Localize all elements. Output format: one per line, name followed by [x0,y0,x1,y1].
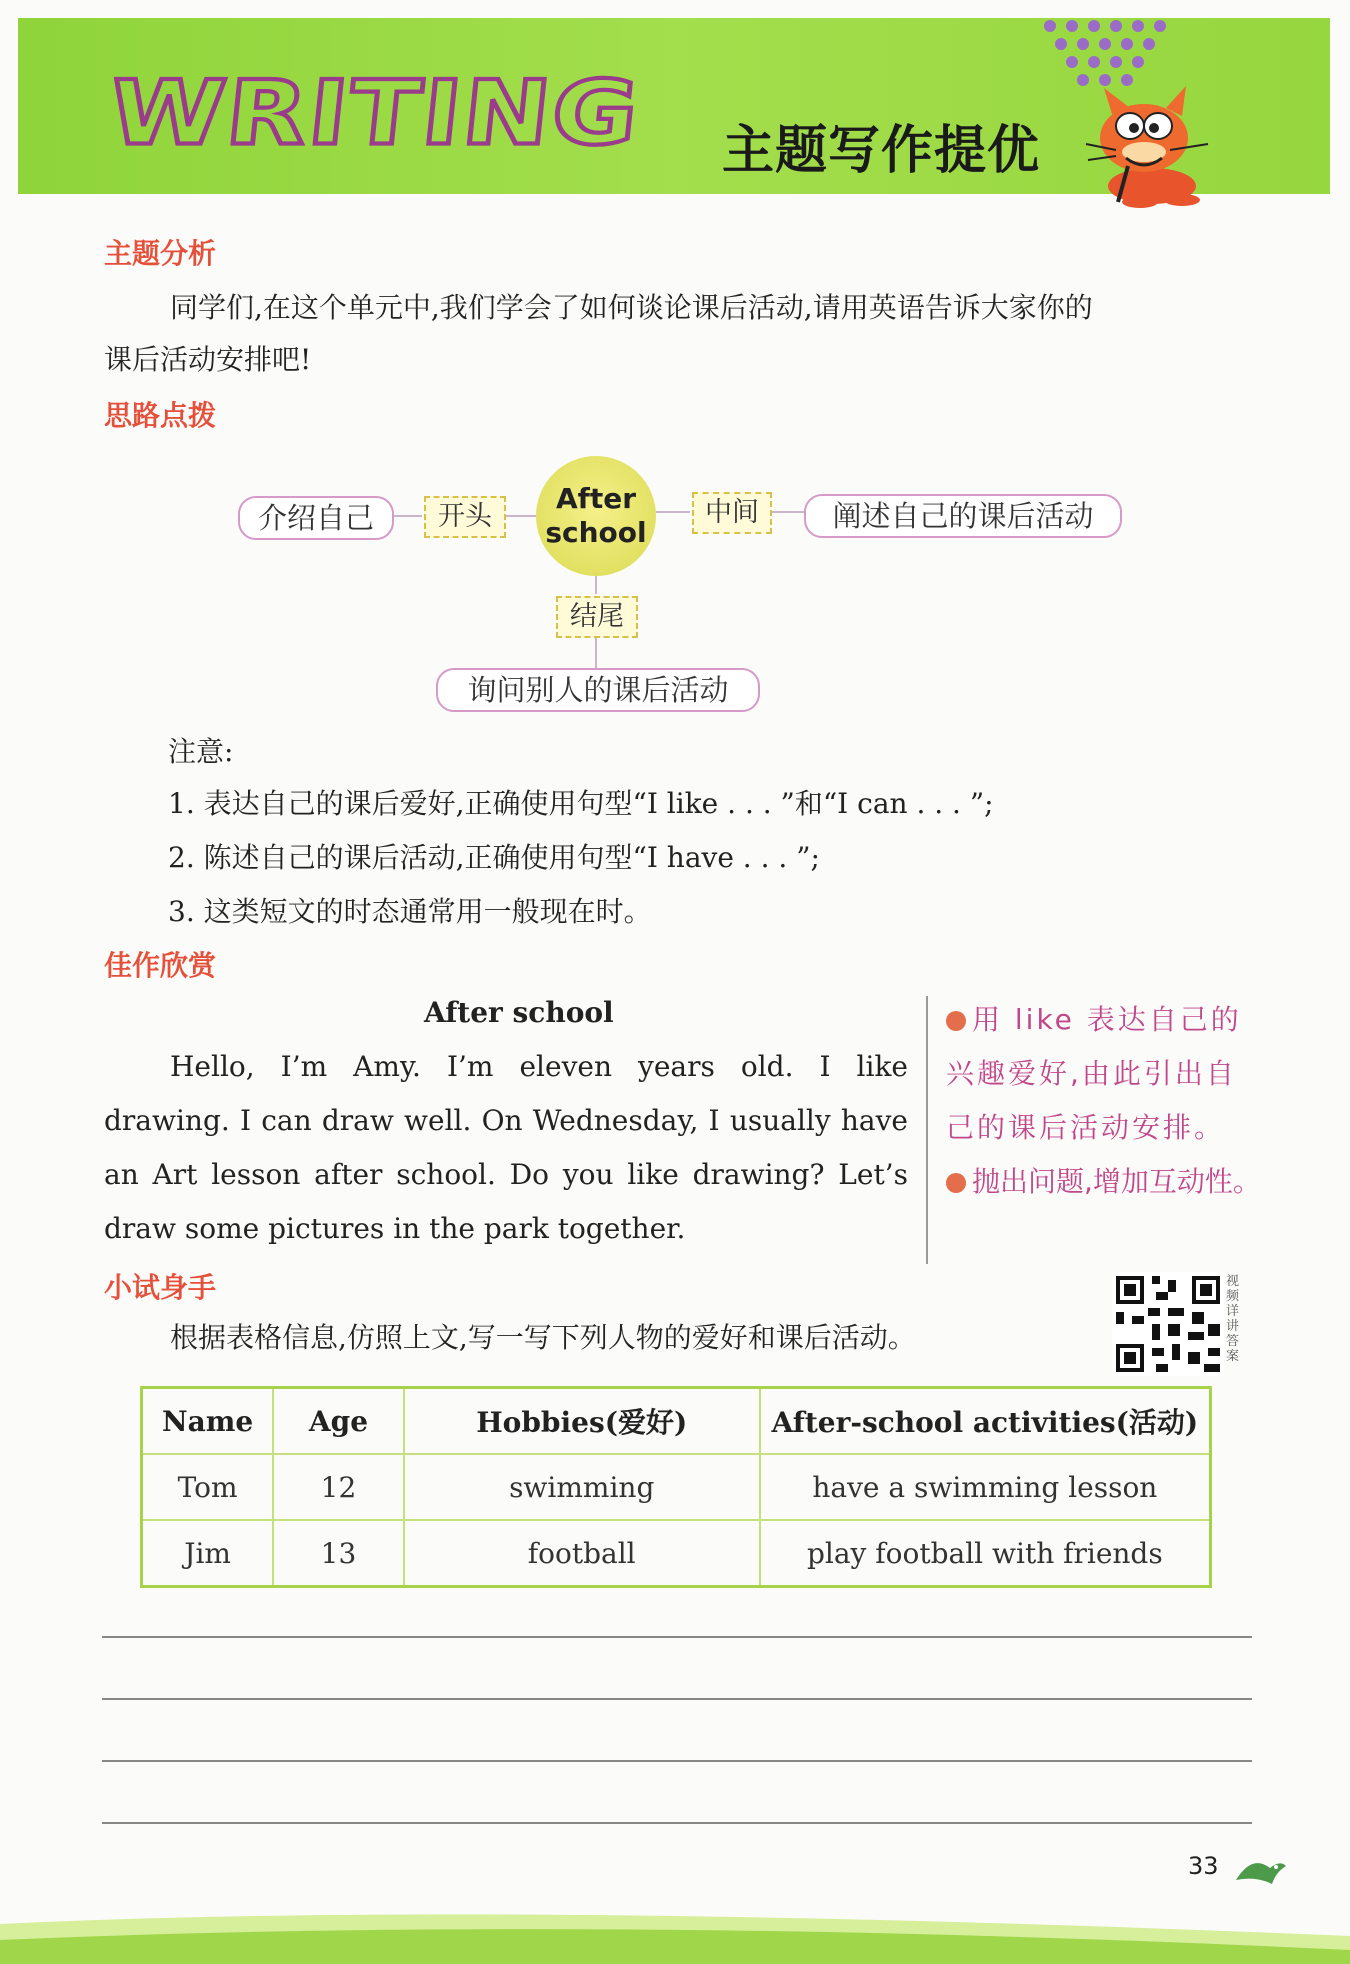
essay-line-2: drawing. I can draw well. On Wednesday, I usually have [104,1104,908,1137]
theme-analysis-line-2: 课后活动安排吧! [104,343,312,376]
section-heading-model-essay: 佳作欣赏 [104,949,217,982]
bottom-decorative-band [0,1896,1350,1964]
page-title: 主题写作提优 [722,121,1041,181]
table-row [142,1454,1211,1520]
writing-line-4[interactable] [102,1822,1252,1824]
mindmap-box-describe-activities: 阐述自己的课后活动 [804,494,1122,538]
essay-line-3: an Art lesson after school. Do you like drawing? Let’s [104,1158,908,1191]
table-cell-name: Tom [142,1454,274,1520]
connector-down-inner [595,576,597,594]
side-note-text: 用 like 表达自己的 [972,1003,1242,1036]
mindmap-tag-beginning: 开头 [424,496,506,538]
table-cell-age: 12 [273,1454,404,1520]
note-bullet-icon [946,1011,966,1031]
connector-down-outer [595,636,597,670]
connector-right-outer [770,511,804,513]
side-note-1-line-3: 己的课后活动安排。 [946,1111,1226,1144]
bird-decoration-icon [1232,1850,1288,1890]
table-cell-age: 13 [273,1520,404,1587]
cat-mascot-icon [1082,86,1214,208]
note-item-2: 2. 陈述自己的课后活动,正确使用句型“I have . . . ”; [168,841,820,874]
essay-side-divider [926,996,928,1264]
theme-analysis-line-1: 同学们,在这个单元中,我们学会了如何谈论课后活动,请用英语告诉大家你的 [170,291,1093,324]
table-cell-activity: have a swimming lesson [760,1454,1211,1520]
mindmap-tag-middle: 中间 [692,492,772,534]
writing-line-1[interactable] [102,1636,1252,1638]
info-table [140,1386,1212,1588]
mindmap-hub-line-1: After [555,482,637,515]
table-row [142,1520,1211,1587]
mindmap-box-ask-others: 询问别人的课后活动 [436,668,760,712]
connector-right-inner [656,511,690,513]
table-header-age: Age [273,1388,404,1455]
essay-title: After school [424,996,614,1029]
side-note-text: 抛出问题,增加互动性。 [972,1165,1261,1198]
mindmap-box-introduce-self: 介绍自己 [238,496,394,540]
section-heading-try-it: 小试身手 [104,1271,217,1304]
essay-line-4: draw some pictures in the park together. [104,1212,686,1245]
section-heading-thinking-tips: 思路点拨 [104,399,217,432]
page-number: 33 [1188,1852,1219,1880]
note-bullet-icon [946,1173,966,1193]
table-cell-hobby: swimming [404,1454,760,1520]
section-heading-theme-analysis: 主题分析 [104,237,217,270]
connector-left-outer [392,515,422,517]
decorative-dots [1040,18,1190,88]
qr-code-icon[interactable] [1112,1272,1224,1376]
essay-line-1: Hello, I’m Amy. I’m eleven years old. I like [170,1050,908,1083]
note-item-1: 1. 表达自己的课后爱好,正确使用句型“I like . . . ”和“I can . . . ”; [168,787,994,820]
notes-title: 注意: [168,735,234,768]
writing-logo: WRITING [104,61,645,165]
mindmap-tag-ending: 结尾 [556,596,638,638]
side-note-1-line-1 [946,998,1242,1038]
mindmap-hub-line-2: school [545,516,647,549]
mindmap-hub [536,456,656,576]
table-header-hobbies: Hobbies(爱好) [404,1388,760,1455]
table-cell-hobby: football [404,1520,760,1587]
task-instruction: 根据表格信息,仿照上文,写一写下列人物的爱好和课后活动。 [170,1321,916,1354]
table-cell-name: Jim [142,1520,274,1587]
table-cell-activity: play football with friends [760,1520,1211,1587]
table-header-name: Name [142,1388,274,1455]
table-header-activities: After-school activities(活动) [760,1388,1211,1455]
side-note-1-line-2: 兴趣爱好,由此引出自 [946,1057,1237,1090]
writing-line-3[interactable] [102,1760,1252,1762]
note-item-3: 3. 这类短文的时态通常用一般现在时。 [168,895,652,928]
side-note-2 [946,1160,1261,1200]
connector-left-inner [504,515,536,517]
qr-code-label: 视频详讲答案 [1226,1274,1240,1364]
writing-line-2[interactable] [102,1698,1252,1700]
table-header-row [142,1388,1211,1455]
